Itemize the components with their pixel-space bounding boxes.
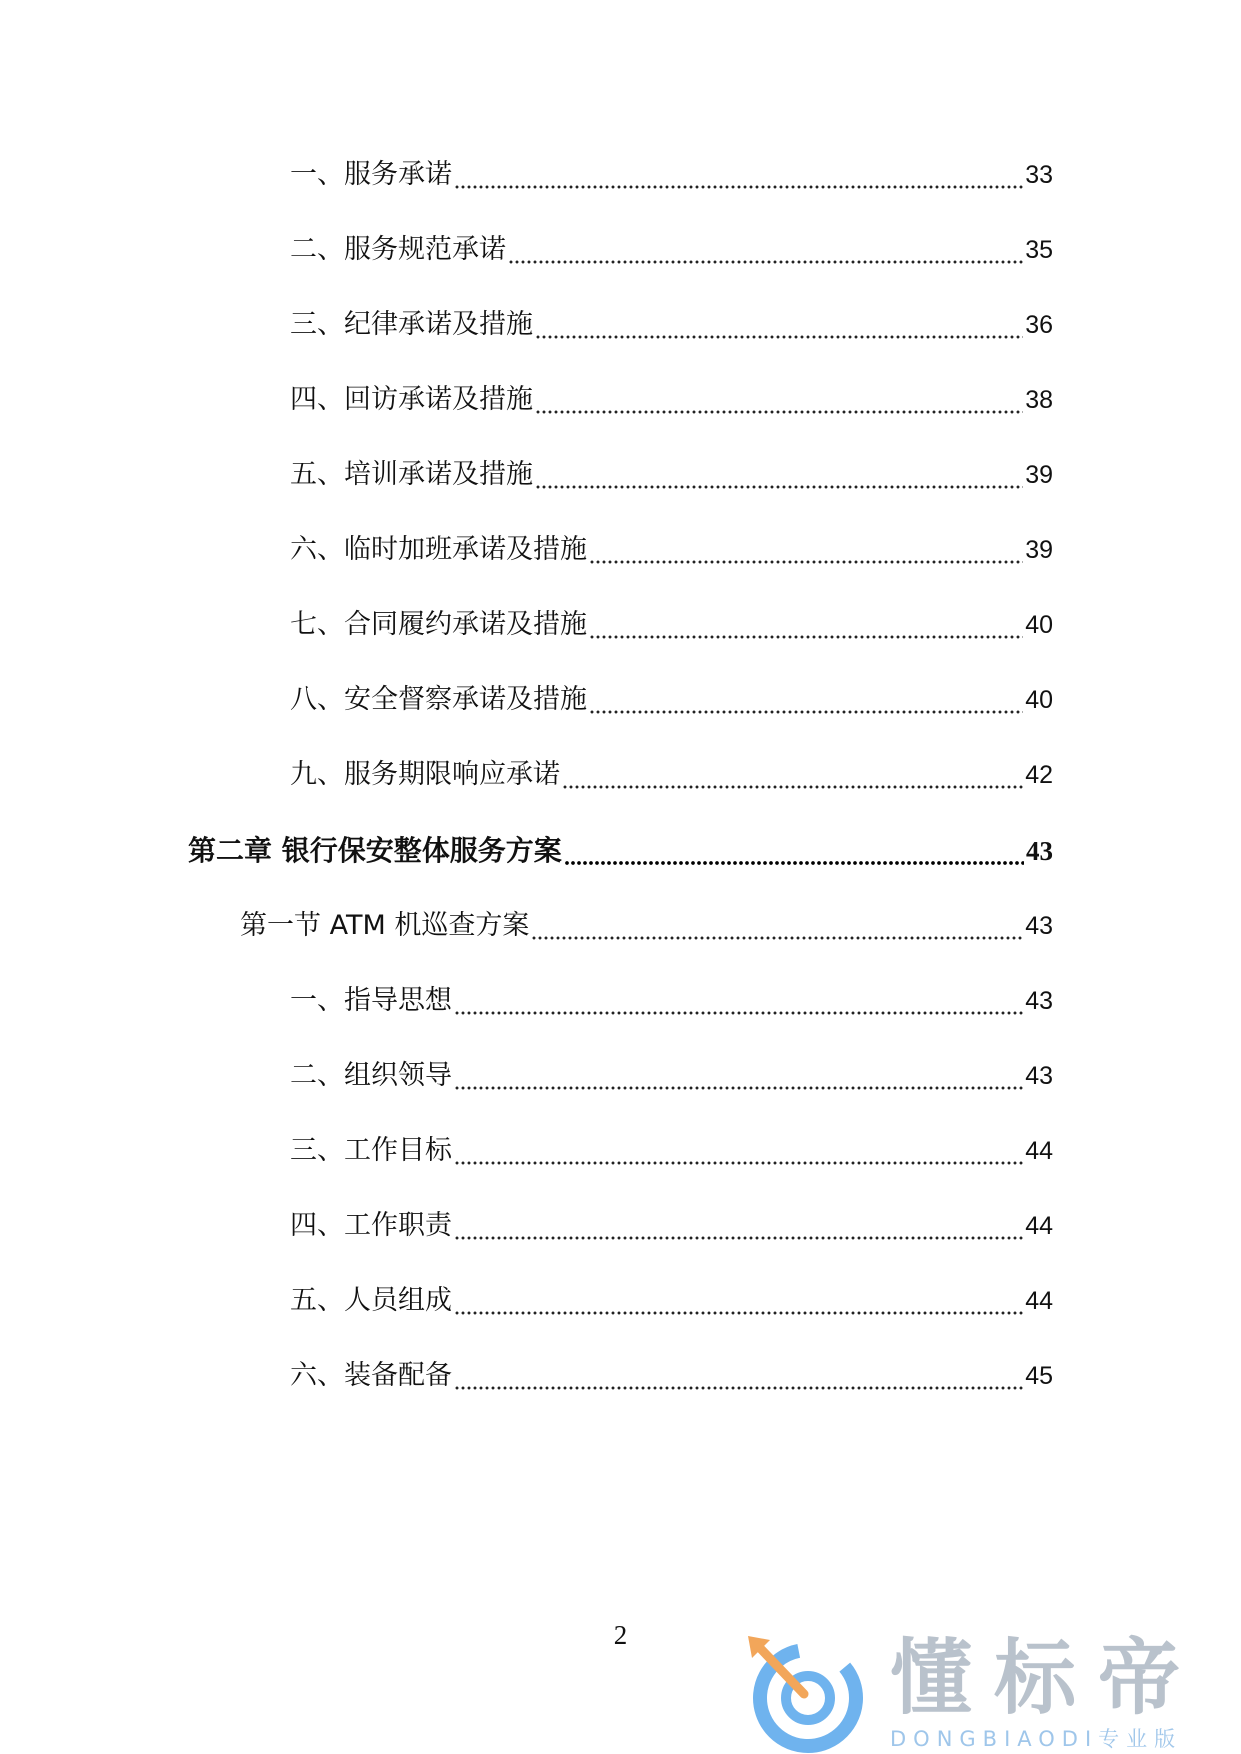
toc-entry-page: 39	[1025, 536, 1053, 564]
toc-dot-leader	[454, 1131, 1023, 1171]
toc-entry-title: 第一节 ATM 机巡查方案	[240, 910, 530, 941]
toc-entry[interactable]	[290, 380, 1053, 420]
toc-entry[interactable]	[290, 155, 1053, 195]
toc-entry-page: 36	[1025, 311, 1053, 339]
toc-dot-leader	[564, 831, 1024, 871]
toc-entry[interactable]	[290, 1056, 1053, 1096]
toc-entry-title: 四、回访承诺及措施	[290, 384, 533, 415]
toc-entry[interactable]	[290, 605, 1053, 645]
toc-entry[interactable]	[290, 1206, 1053, 1246]
watermark-brand: 懂标帝	[890, 1631, 1203, 1726]
toc-entry-page: 43	[1025, 912, 1053, 940]
toc-entry-title: 六、装备配备	[290, 1360, 452, 1391]
toc-entry[interactable]	[290, 755, 1053, 795]
toc-entry[interactable]	[290, 305, 1053, 345]
watermark-subtitle: DONGBIAODI专业版	[890, 1727, 1183, 1751]
toc-dot-leader	[589, 605, 1023, 645]
toc-entry-page: 38	[1025, 386, 1053, 414]
toc-entry-title: 三、纪律承诺及措施	[290, 309, 533, 340]
toc-entry-title: 九、服务期限响应承诺	[290, 759, 560, 790]
toc-entry-page: 44	[1025, 1287, 1053, 1315]
toc-dot-leader	[589, 680, 1023, 720]
toc-entry[interactable]	[290, 1281, 1053, 1321]
toc-dot-leader	[562, 755, 1023, 795]
toc-entry-page: 40	[1025, 611, 1053, 639]
toc-entry-page: 43	[1025, 1062, 1053, 1090]
toc-dot-leader	[454, 1356, 1023, 1396]
toc-entry[interactable]	[290, 1356, 1053, 1396]
toc-entry-title: 六、临时加班承诺及措施	[290, 534, 587, 565]
target-arrow-icon	[740, 1630, 870, 1754]
watermark	[740, 1630, 1220, 1754]
toc-dot-leader	[508, 230, 1023, 270]
toc-dot-leader	[531, 906, 1023, 946]
toc-entry-title: 二、组织领导	[290, 1060, 452, 1091]
toc-entry-title: 一、服务承诺	[290, 159, 452, 190]
page-number: 2	[613, 1620, 628, 1650]
toc-dot-leader	[454, 155, 1023, 195]
toc-entry-page: 39	[1025, 461, 1053, 489]
toc-entry-title: 八、安全督察承诺及措施	[290, 684, 587, 715]
toc-dot-leader	[454, 1056, 1023, 1096]
toc-dot-leader	[454, 1281, 1023, 1321]
toc-entry-title: 三、工作目标	[290, 1135, 452, 1166]
toc-entry[interactable]	[290, 1131, 1053, 1171]
toc-section-entry[interactable]	[240, 906, 1053, 946]
toc-entry-title: 二、服务规范承诺	[290, 234, 506, 265]
toc-dot-leader	[589, 530, 1023, 570]
toc-entry-page: 44	[1025, 1212, 1053, 1240]
toc-chapter-entry[interactable]	[188, 831, 1053, 871]
toc-entry-page: 43	[1025, 987, 1053, 1015]
toc-dot-leader	[535, 305, 1023, 345]
toc-entry[interactable]	[290, 455, 1053, 495]
toc-entry-title: 五、人员组成	[290, 1285, 452, 1316]
toc-entry-title: 一、指导思想	[290, 985, 452, 1016]
toc-entry-page: 45	[1025, 1362, 1053, 1390]
toc-entry-title: 五、培训承诺及措施	[290, 459, 533, 490]
toc-entry-title: 四、工作职责	[290, 1210, 452, 1241]
toc-entry-page: 44	[1025, 1137, 1053, 1165]
toc-entry-page: 40	[1025, 686, 1053, 714]
toc-dot-leader	[454, 981, 1023, 1021]
toc-dot-leader	[535, 455, 1023, 495]
toc-entry[interactable]	[290, 530, 1053, 570]
toc-entry-title: 七、合同履约承诺及措施	[290, 609, 587, 640]
toc-dot-leader	[454, 1206, 1023, 1246]
toc-entry-page: 35	[1025, 236, 1053, 264]
toc-entry-title: 第二章 银行保安整体服务方案	[188, 834, 562, 867]
toc-entry[interactable]	[290, 230, 1053, 270]
toc-dot-leader	[535, 380, 1023, 420]
toc-entry[interactable]	[290, 680, 1053, 720]
toc-entry-page: 43	[1026, 836, 1053, 866]
toc-entry-page: 33	[1025, 161, 1053, 189]
toc-entry[interactable]	[290, 981, 1053, 1021]
toc-entry-page: 42	[1025, 761, 1053, 789]
